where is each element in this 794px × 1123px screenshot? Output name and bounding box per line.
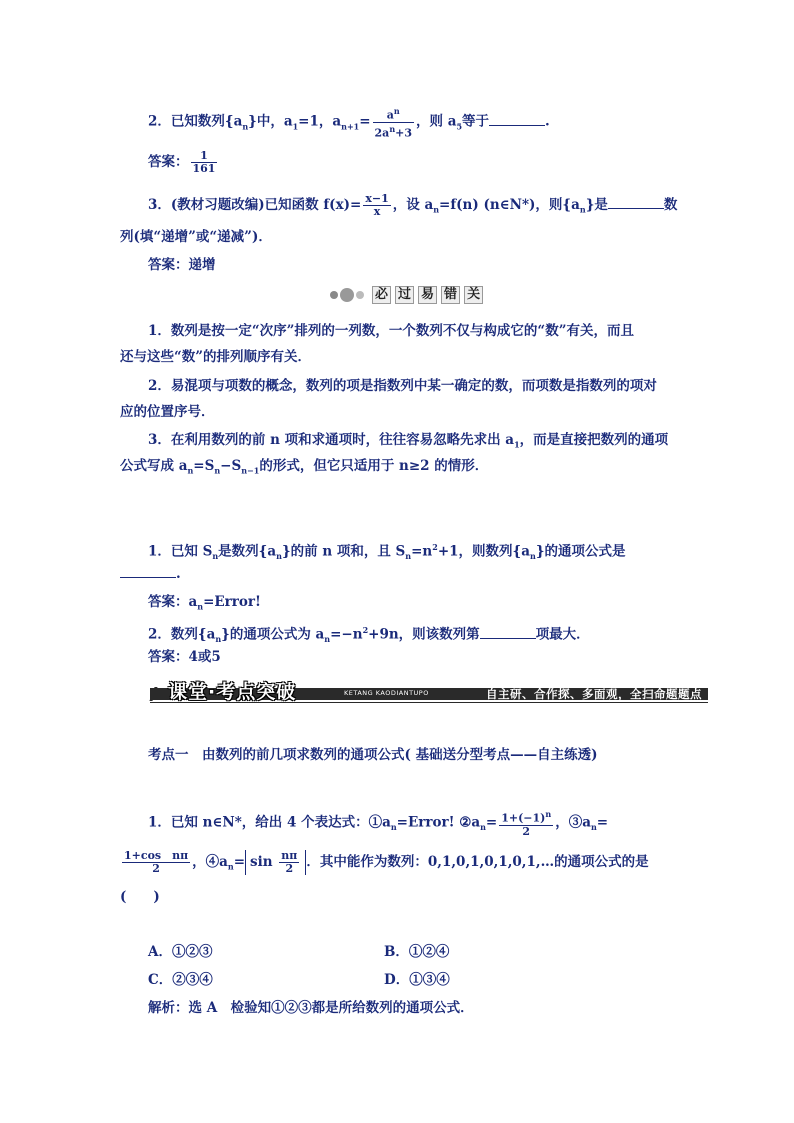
practice-1: 1．已知 $S_n$是数列$\{a_n\}$的前 n 项和，且 $S_n=n^2+1$，则数列$\{a_n\}$的通项公式是: [148, 542, 626, 562]
banner-char: 错: [441, 286, 460, 304]
answer-fraction: $\frac{1}{161}$: [192, 149, 216, 175]
option-c: C．②③④: [148, 972, 213, 988]
problem-3-line1: 3．(教材习题改编)已知函数 f(x)= $\frac{x-1}{x}$ ，设 $a_n=f(n)$ (n∈N*)，则$\{a_n\}$是 数: [148, 192, 678, 218]
fraction: $\frac{n\pi}{2}$: [281, 849, 298, 875]
practice-2-answer: 答案：4或5: [148, 649, 221, 665]
dot-icon: [330, 291, 338, 299]
fraction: $\frac{1+(-1)^n}{2}$: [501, 809, 552, 838]
exercise-paren: ( ): [120, 889, 160, 905]
problem-2-line: 2．已知数列$\{a_n\}$中，$a_1=1$，$a_{n+1}=$ $\frac{a^n}{2a^n+3}$ ，则 $a_5$等于 .: [148, 106, 550, 140]
error-note-3-cont: 公式写成 $a_n=S_n-S_{n-1}$的形式，但它只适用于 n≥2 的情形．: [120, 458, 489, 476]
banner-char: 易: [418, 286, 437, 304]
practice-1-blank: .: [120, 565, 181, 583]
common-errors-banner: [330, 286, 483, 304]
answer-blank: [480, 638, 536, 639]
absolute-value: sin $\frac{n\pi}{2}$: [245, 850, 306, 875]
analysis: 解析：选 A 检验知①②③都是所给数列的通项公式．: [148, 1000, 474, 1016]
practice-2: 2．数列$\{a_n\}$的通项公式为 $a_n=-n^2+9n$，则该数列第 项最大．: [148, 625, 590, 645]
error-note-2-cont: 应的位置序号．: [120, 404, 215, 420]
banner-title: 课堂·考点突破: [168, 681, 297, 703]
dot-icon: [340, 288, 354, 302]
option-d: D．①③④: [384, 972, 450, 988]
error-note-2: 2．易混项与项数的概念，数列的项是指数列中某一确定的数，而项数是指数列的项对: [148, 378, 657, 394]
fraction: $\frac{a^n}{2a^n+3}$: [374, 106, 413, 140]
answer-blank: [489, 125, 545, 126]
section-heading: 考点一 由数列的前几项求数列的通项公式( 基础送分型考点——自主练透): [148, 747, 598, 763]
fraction: $\frac{x-1}{x}$: [365, 192, 389, 218]
banner-char: 关: [464, 286, 483, 304]
exercise-line2: $\frac{\text{1+cos nπ}}{2}$ ，$④a_n= \sin$ $\frac{n\pi}{2}$ ．其中能作为数列：0,1,0,1,0,1,0,1,…的通项公式的是: [124, 849, 649, 875]
banner-char: 过: [395, 286, 414, 304]
exercise-line1: 1．已知 n∈N*，给出 4 个表达式：$①a_n=Error$! $②a_n=$ $\frac{1+(-1)^n}{2}$ ，$③a_n=$: [148, 809, 609, 838]
practice-1-answer: 答案：$a_n=Error$!: [148, 594, 261, 612]
dot-icon: [356, 291, 364, 299]
classroom-banner: [150, 677, 708, 703]
answer-blank: [608, 208, 664, 209]
banner-char: 必: [372, 286, 391, 304]
fraction: $\frac{\text{1+cos nπ}}{2}$: [124, 849, 189, 875]
problem-3-line2: 列(填“递增”或“递减”)．: [120, 229, 272, 245]
banner-english: KETANG KAODIANTUPO: [344, 689, 429, 697]
answer-3: 答案：递增: [148, 257, 216, 273]
error-note-3: 3．在利用数列的前 n 项和求通项时，往往容易忽略先求出 $a_1$，而是直接把数列的通项: [148, 432, 669, 450]
option-b: B．①②④: [384, 944, 450, 960]
answer-blank: [120, 577, 176, 578]
option-a: A．①②③: [148, 944, 213, 960]
error-note-1: 1．数列是按一定“次序”排列的一列数，一个数列不仅与构成它的“数”有关，而且: [148, 323, 634, 339]
banner-right-text: 自主研、合作探、多面观，全扫命题题点: [486, 687, 702, 701]
error-note-1-cont: 还与这些“数”的排列顺序有关．: [120, 349, 312, 365]
answer-2: 答案： $\frac{1}{161}$: [148, 149, 216, 175]
